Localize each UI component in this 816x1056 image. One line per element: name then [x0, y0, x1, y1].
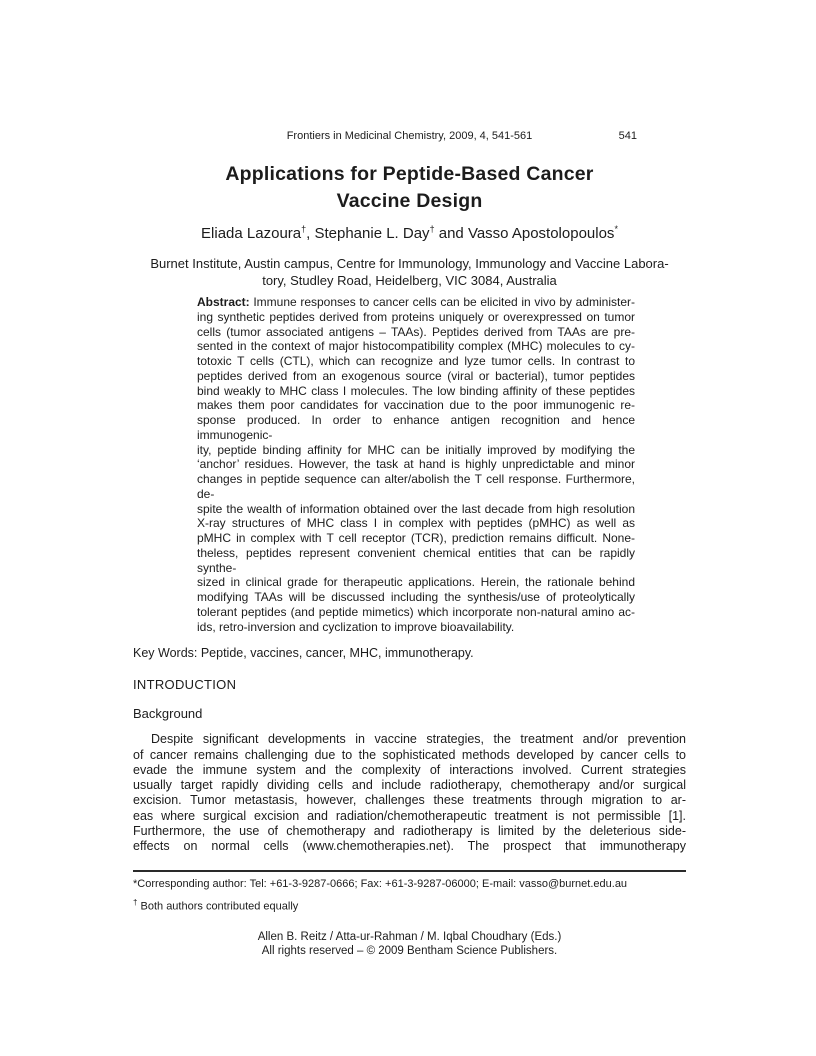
abstract-line-first — [197, 295, 635, 310]
author-footnote-mark-1: † — [301, 224, 307, 234]
abstract-first-line-text: Immune responses to cancer cells can be elicited in vivo by administer- — [249, 295, 635, 309]
footnote-corresponding-author: *Corresponding author: Tel: +61-3-9287-0666; Fax: +61-3-9287-06000; E-mail: vasso@burnet.edu.au — [133, 877, 628, 890]
authors-line — [133, 224, 686, 242]
page-content — [133, 130, 686, 958]
subsection-heading-background: Background — [133, 706, 203, 722]
abstract — [197, 295, 635, 634]
footnote-equal-text: Both authors contributed equally — [137, 900, 299, 913]
publisher-credit — [133, 930, 686, 958]
text-line: sented in the context of major histocompatibility complex (MHC) molecules to cy- — [197, 339, 635, 354]
text-line: theless, peptides represent convenient chemical entities that can be rapidly synthe- — [197, 545, 635, 575]
text-line: of cancer remains challenging due to the sophisticated methods developed by cancer cells to — [133, 747, 686, 762]
text-line: Furthermore, the use of chemotherapy and radiotherapy is limited by the deleterious side- — [133, 824, 686, 839]
editors-line: Allen B. Reitz / Atta-ur-Rahman / M. Iqbal Choudhary (Eds.) — [257, 931, 562, 944]
abstract-label: Abstract: — [197, 295, 250, 309]
copyright-line: All rights reserved – © 2009 Bentham Science Publishers. — [261, 945, 558, 958]
text-line: sized in clinical grade for therapeutic applications. Herein, the rationale behind — [197, 575, 635, 590]
affiliation — [133, 255, 686, 289]
text-line: usually target rapidly dividing cells and include radiotherapy, chemotherapy and/or surgical — [133, 778, 686, 793]
footnote-equal-contribution — [133, 896, 686, 914]
text-line: totoxic T cells (CTL), which can recognize and lyze tumor cells. In contrast to — [197, 354, 635, 368]
dagger-mark: † — [133, 897, 138, 907]
article-title-line-1: Applications for Peptide-Based Cancer — [225, 163, 594, 185]
author-footnote-mark-3: * — [614, 224, 618, 234]
author-name-2: , Stephanie L. Day — [306, 225, 430, 242]
text-line: eas where surgical excision and radiation/chemotherapeutic treatment is not permissible [1]. — [133, 808, 686, 823]
article-title — [133, 161, 686, 215]
text-line: peptides derived from an exogenous source (viral or bacterial), tumor peptides — [197, 368, 635, 383]
text-line: bind weakly to MHC class I molecules. The low binding affinity of these peptides — [197, 383, 635, 398]
text-line: evade the immune system and the complexity of interactions involved. Current strategies — [133, 762, 686, 777]
text-line: modifying TAAs will be discussed including the synthesis/use of proteolytically — [197, 590, 635, 604]
text-line: makes them poor candidates for vaccination due to the poor immunogenic re- — [197, 398, 635, 413]
text-line: changes in peptide sequence can alter/abolish the T cell response. Furthermore, de- — [197, 472, 635, 501]
footnote-divider — [133, 870, 686, 872]
text-line: cells (tumor associated antigens – TAAs). Peptides derived from TAAs are pre- — [197, 324, 635, 339]
author-name-1: Eliada Lazoura — [201, 225, 302, 242]
article-title-line-2: Vaccine Design — [336, 190, 483, 212]
keywords-line: Key Words: Peptide, vaccines, cancer, MHC, immunotherapy. — [133, 646, 474, 661]
page-header — [133, 130, 686, 143]
affiliation-line-1: Burnet Institute, Austin campus, Centre for Immunology, Immunology and Vaccine Labora- — [150, 256, 669, 271]
text-line: tolerant peptides (and peptide mimetics) which incorporate non-natural amino ac- — [197, 604, 635, 619]
text-line: ids, retro-inversion and cyclization to improve bioavailability. — [197, 619, 515, 634]
text-line: excision. Tumor metastasis, however, challenges these treatments through migration to ar- — [133, 793, 686, 808]
text-line: ity, peptide binding affinity for MHC can be initially improved by modifying the — [197, 442, 635, 457]
text-line: Despite significant developments in vaccine strategies, the treatment and/or prevention — [151, 732, 686, 747]
text-line: spite the wealth of information obtained over the last decade from high resolution — [197, 501, 635, 516]
text-line: X-ray structures of MHC class I in complex with peptides (pMHC) as well as — [197, 516, 635, 531]
intro-paragraph — [133, 732, 686, 854]
text-line: ‘anchor’ residues. However, the task at hand is highly unpredictable and minor — [197, 457, 635, 472]
text-line: sponse produced. In order to enhance antigen recognition and hence immunogenic- — [197, 413, 635, 442]
author-name-3: and Vasso Apostolopoulos — [434, 225, 615, 242]
journal-reference: Frontiers in Medicinal Chemistry, 2009, 4, 541-561 — [286, 130, 533, 142]
affiliation-line-2: tory, Studley Road, Heidelberg, VIC 3084, Australia — [262, 273, 557, 288]
text-line: effects on normal cells (www.chemotherapies.net). The prospect that immunotherapy — [133, 839, 686, 854]
text-line: ing synthetic peptides derived from proteins uniquely or overexpressed on tumor — [197, 309, 635, 324]
section-heading-introduction: INTRODUCTION — [133, 677, 237, 693]
text-line: pMHC in complex with T cell receptor (TCR), prediction remains difficult. None- — [197, 531, 635, 545]
author-footnote-mark-2: † — [429, 224, 435, 234]
abstract-body — [197, 310, 635, 635]
page-number: 541 — [618, 130, 637, 142]
